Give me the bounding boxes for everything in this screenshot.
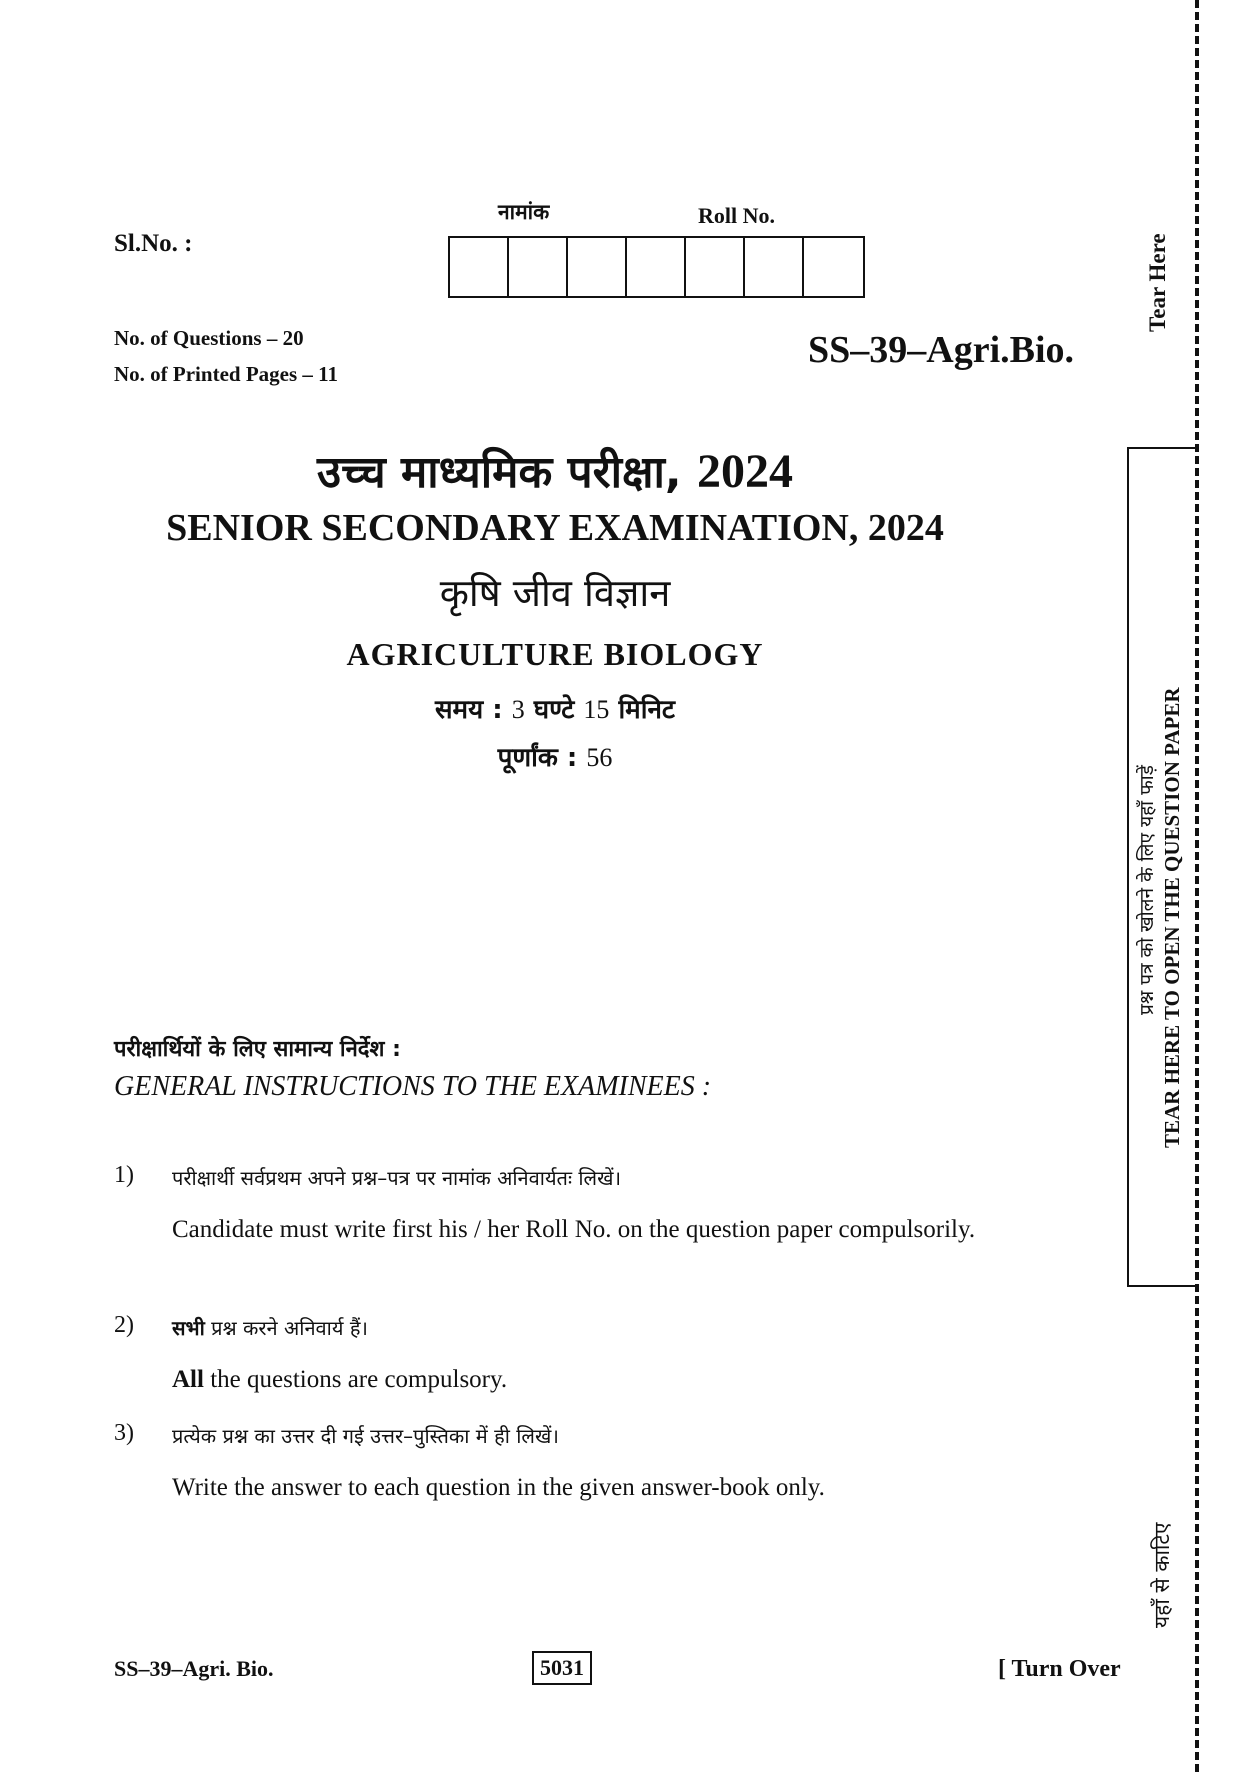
time-minutes: 15 (583, 695, 610, 724)
cut-here-label: यहाँ से काटिए (1150, 1522, 1174, 1628)
turn-over-note: [ Turn Over (998, 1656, 1121, 1682)
marks-label: पूर्णांक : (497, 743, 578, 773)
footer-paper-code: SS–39–Agri. Bio. (114, 1656, 274, 1681)
instruction-english: Candidate must write first his / her Roll No. on the question paper compulsorily. (172, 1216, 976, 1243)
instruction-number: 2) (114, 1312, 134, 1338)
roll-number-boxes (448, 236, 865, 298)
instructions-heading: GENERAL INSTRUCTIONS TO THE EXAMINEES : (114, 1071, 712, 1102)
instruction-hindi-emphasis: सभी (172, 1316, 205, 1340)
roll-digit-box[interactable] (509, 238, 568, 296)
exam-title: SENIOR SECONDARY EXAMINATION, 2024 (166, 507, 944, 549)
instruction-number: 3) (114, 1420, 134, 1446)
time-label: समय : (434, 695, 503, 725)
instruction-number: 1) (114, 1162, 134, 1188)
roll-digit-box[interactable] (627, 238, 686, 296)
subject-title-hindi: कृषि जीव विज्ञान (439, 571, 671, 615)
exam-duration (0, 690, 1110, 726)
footer-booklet-number: 5031 (532, 1651, 592, 1685)
instruction-english (172, 1362, 507, 1398)
instructions-heading-hindi: परीक्षार्थियों के लिए सामान्य निर्देश : (114, 1037, 401, 1062)
tear-here-label: Tear Here (1145, 233, 1170, 332)
exam-title-hindi-text: उच्च माध्यमिक परीक्षा, (317, 447, 682, 498)
roll-digit-box[interactable] (450, 238, 509, 296)
instruction-english: Write the answer to each question in the given answer-book only. (172, 1474, 825, 1501)
roll-digit-box[interactable] (686, 238, 745, 296)
roll-number-label: Roll No. (698, 203, 775, 228)
time-hours: 3 (511, 695, 525, 724)
number-of-printed-pages: No. of Printed Pages – 11 (114, 362, 338, 386)
subject-title: AGRICULTURE BIOLOGY (346, 636, 764, 672)
tear-instruction-hindi: प्रश्न पत्र को खोलने के लिए यहाँ फाड़ें (1136, 765, 1158, 1015)
tear-instruction: TEAR HERE TO OPEN THE QUESTION PAPER (1160, 687, 1184, 1148)
maximum-marks (0, 738, 1110, 774)
paper-code: SS–39–Agri.Bio. (808, 329, 1075, 371)
roll-number-label-hindi: नामांक (498, 200, 550, 224)
instruction-hindi-text: प्रश्न करने अनिवार्य हैं। (204, 1316, 369, 1340)
instruction-hindi: परीक्षार्थी सर्वप्रथम अपने प्रश्न–पत्र पर नामांक अनिवार्यतः लिखें। (172, 1166, 622, 1190)
roll-digit-box[interactable] (804, 238, 863, 296)
marks-value: 56 (586, 743, 613, 772)
number-of-questions: No. of Questions – 20 (114, 326, 304, 350)
roll-digit-box[interactable] (745, 238, 804, 296)
instruction-hindi: प्रत्येक प्रश्न का उत्तर दी गई उत्तर–पुस्तिका में ही लिखें। (172, 1424, 559, 1448)
exam-year: 2024 (696, 445, 793, 498)
time-hours-unit: घण्टे (533, 695, 575, 725)
instruction-english-emphasis: All (172, 1366, 204, 1393)
exam-title-hindi (0, 440, 1110, 500)
roll-digit-box[interactable] (568, 238, 627, 296)
serial-number-label: Sl.No. : (114, 230, 193, 257)
instruction-english-text: the questions are compulsory. (203, 1366, 508, 1393)
time-minutes-unit: मिनिट (618, 695, 675, 725)
instruction-hindi (172, 1314, 368, 1341)
